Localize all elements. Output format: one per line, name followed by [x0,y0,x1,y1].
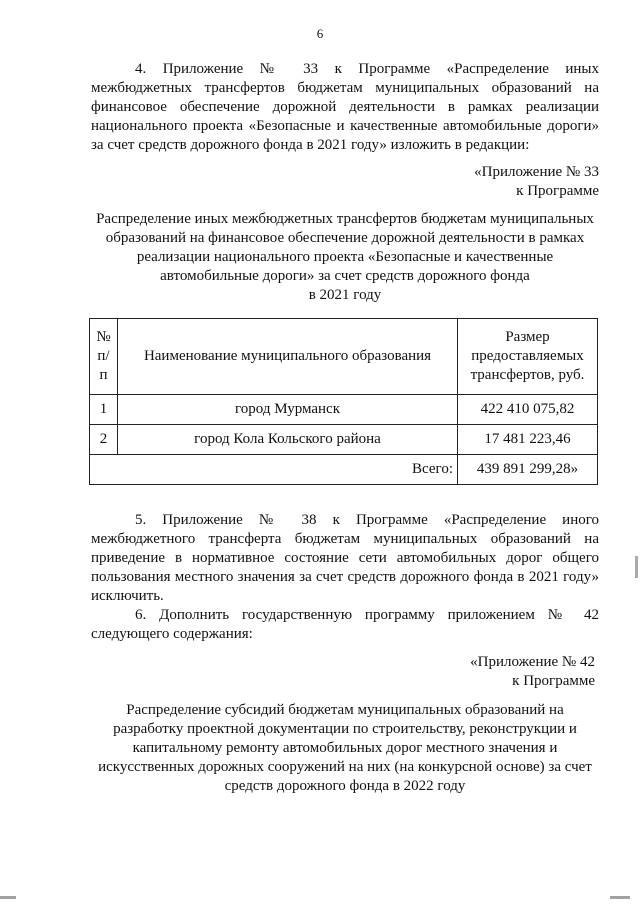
title42-line1: Распределение субсидий бюджетам муниципальных образований на [126,702,564,718]
transfers-table [89,318,598,485]
appendix-33-heading [474,163,599,201]
appendix-42-title [91,701,599,796]
table-header-row [90,319,598,395]
row-num: 2 [90,425,118,455]
paragraph-item-5-text: 5. Приложение № 38 к Программе «Распределение иного межбюджетного трансферта бюджетам муниципальных образований на приведение в нормативное состояние сети автомобильных дорог общего пользования местного значения за счет средств дорожного фонда в 2021 году» исключить. [91,512,599,604]
appendix-33-title [91,210,599,305]
scan-edge-mark [635,556,638,578]
appendix-33-line1: «Приложение № 33 [474,164,599,180]
paragraph-item-5 [91,511,599,606]
row-name: город Мурманск [118,395,458,425]
appendix-42-heading [470,653,595,691]
paragraph-item-6-text: 6. Дополнить государственную программу приложением № 42 следующего содержания: [91,607,599,642]
row-amount: 17 481 223,46 [458,425,598,455]
appendix-42-line2: к Программе [512,673,595,689]
title33-line1: Распределение иных межбюджетных трансфертов бюджетам муниципальных [96,211,594,227]
title42-line2: разработку проектной документации по строительству, реконструкции и [113,721,577,737]
paragraph-item-4 [91,60,599,155]
header-amount: Размер предоставляемых трансфертов, руб. [458,319,598,395]
scan-corner-mark [0,896,16,899]
title33-line3: реализации национального проекта «Безопасные и качественные [136,249,554,265]
table-row [90,425,598,455]
title33-line2: образований на финансовое обеспечение дорожной деятельности в рамках [105,230,585,246]
total-value: 439 891 299,28» [458,455,598,485]
header-name: Наименование муниципального образования [118,319,458,395]
title42-line5: средств дорожного фонда в 2022 году [224,778,466,794]
scan-corner-mark [610,896,630,899]
row-amount: 422 410 075,82 [458,395,598,425]
table-total-row [90,455,598,485]
title42-line3: капитальному ремонту автомобильных дорог местного значения и [132,740,558,756]
table-row [90,395,598,425]
row-num: 1 [90,395,118,425]
paragraph-item-6 [91,606,599,644]
total-label: Всего: [90,455,458,485]
appendix-33-line2: к Программе [516,183,599,199]
appendix-42-line1: «Приложение № 42 [470,654,595,670]
row-name: город Кола Кольского района [118,425,458,455]
paragraph-item-4-text: 4. Приложение № 33 к Программе «Распределение иных межбюджетных трансфертов бюджетам муниципальных образований на финансовое обеспечение дорожной деятельности в рамках реализации национального проекта «Безопасные и качественные автомобильные дороги» за счет средств дорожного фонда в 2021 году» изложить в редакции: [91,61,599,153]
title33-line4: автомобильные дороги» за счет средств дорожного фонда [160,268,530,284]
page-number: 6 [316,26,324,41]
title33-line5: в 2021 году [308,287,382,303]
title42-line4: искусственных дорожных сооружений на них (на конкурсной основе) за счет [98,759,592,775]
header-num: № п/п [90,319,118,395]
